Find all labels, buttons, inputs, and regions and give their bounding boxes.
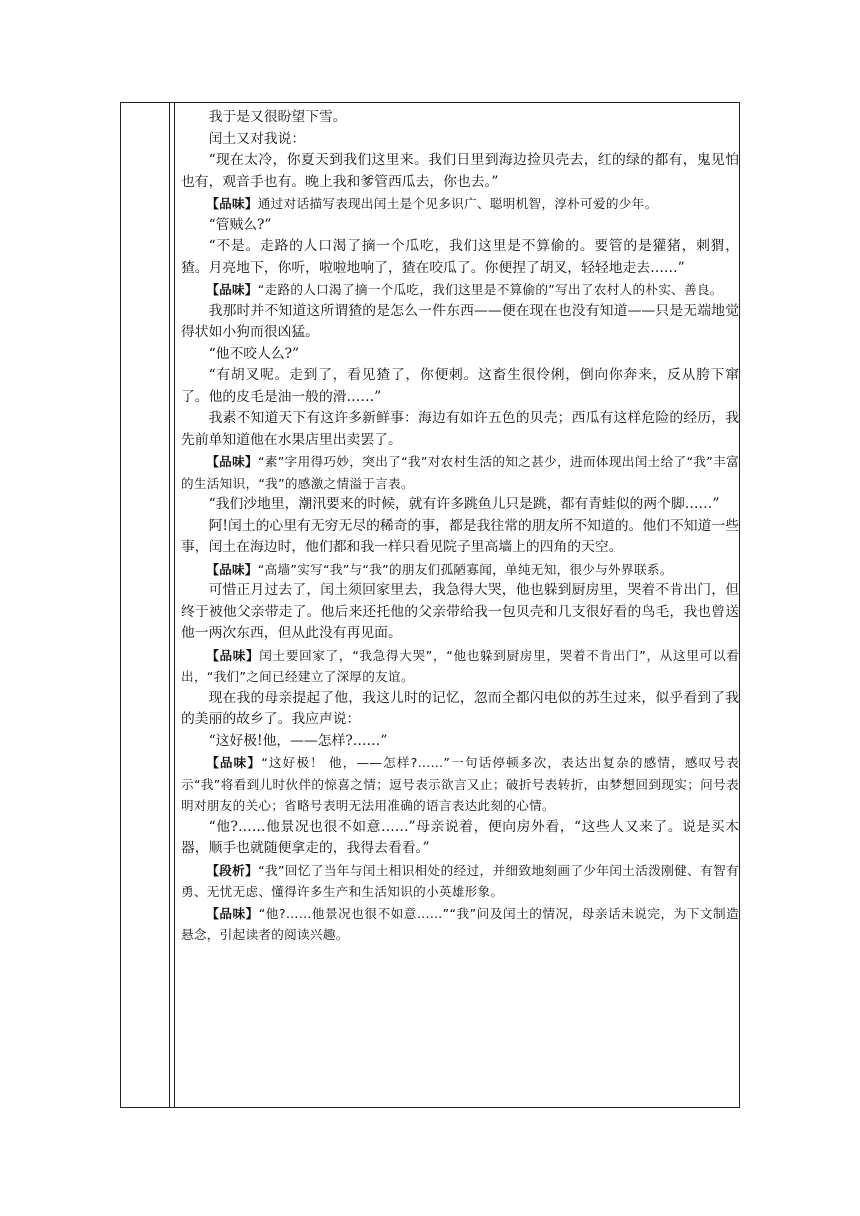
story-paragraph: “这好极!他，——怎样?……” (208, 732, 388, 749)
annotation-paragraph (181, 279, 739, 301)
annotation-paragraph (181, 193, 739, 215)
annotation-paragraph (181, 903, 739, 946)
story-paragraph: 我于是又很盼望下雪。 (208, 109, 347, 125)
story-paragraph: “他不咬人么?” (208, 345, 300, 362)
story-paragraph: “他?……他景况也很不如意……”母亲说着，便向房外看，“这些人又来了。说是买木器，顺手也就随便拿走的，我得去看看。” (181, 818, 739, 856)
story-paragraph: 闰土又对我说： (208, 130, 306, 147)
story-paragraph: 现在我的母亲提起了他，我这儿时的记忆，忽而全都闪电似的苏生过来，似乎看到了我的美丽的故乡了。我应声说： (181, 689, 739, 727)
annotation-tag: 【品味】 (206, 905, 259, 921)
annotation-paragraph (181, 451, 739, 494)
annotation-tag: 【品味】 (206, 647, 260, 663)
annotation-text: 闰土要回家了，“我急得大哭”，“他也躲到厨房里，哭着不肯出门”，从这里可以看出，“我们”之间已经建立了深厚的友谊。 (181, 647, 739, 684)
story-paragraph: “现在太冷，你夏天到我们这里来。我们日里到海边捡贝壳去，红的绿的都有，鬼见怕也有，观音手也有。晚上我和爹管西瓜去，你也去。” (181, 152, 739, 190)
story-paragraph: “管贼么?” (208, 216, 272, 233)
story-paragraph: 我素不知道天下有这许多新鲜事：海边有如许五色的贝壳；西瓜有这样危险的经历，我先前单知道他在水果店里出卖罢了。 (181, 410, 739, 448)
annotation-paragraph (181, 645, 739, 688)
annotation-text: “素”字用得巧妙，突出了“我”对农村生活的知之甚少，进而体现出闰土给了“我”丰富的生活知识，“我”的感激之情溢于言表。 (181, 454, 740, 491)
annotation-tag: 【段析】 (206, 862, 259, 878)
annotation-tag: 【品味】 (206, 755, 262, 770)
story-paragraph: “有胡叉呢。走到了，看见猹了，你便刺。这畜生很伶俐，倒向你奔来，反从胯下窜了。他的皮毛是油一般的滑……” (181, 367, 739, 405)
table-column-divider (169, 103, 170, 1107)
story-paragraph: 我那时并不知道这所谓猹的是怎么一件东西——便在现在也没有知道——只是无端地觉得状如小狗而很凶猛。 (181, 302, 739, 340)
annotation-tag: 【品味】 (206, 196, 258, 211)
table-column-divider (174, 103, 175, 1107)
annotation-paragraph (181, 860, 739, 903)
story-paragraph: 可惜正月过去了，闰土须回家里去，我急得大哭，他也躲到厨房里，哭着不肯出门，但终于被他父亲带走了。他后来还托他的父亲带给我一包贝壳和几支很好看的鸟毛，我也曾送他一两次东西，但从此没有再见面。 (181, 582, 739, 641)
annotation-tag: 【品味】 (206, 282, 258, 297)
annotation-text: “走路的人口渴了摘一个瓜吃，我们这里是不算偷的”写出了农村人的朴实、善良。 (257, 282, 723, 297)
annotation-text: “他?……他景况也很不如意……”“我”问及闰土的情况，母亲话未说完，为下文制造悬念，引起读者的阅读兴趣。 (181, 905, 740, 942)
story-paragraph: “不是。走路的人口渴了摘一个瓜吃，我们这里是不算偷的。要管的是獾猪，刺猬，猹。月亮地下，你听，啦啦地响了，猹在咬瓜了。你便捏了胡叉，轻轻地走去……” (181, 238, 739, 276)
annotation-tag: 【品味】 (206, 561, 258, 577)
text-column (181, 107, 739, 946)
story-paragraph: 阿!闰土的心里有无穷无尽的稀奇的事，都是我往常的朋友所不知道的。他们不知道一些事，闰土在海边时，他们都和我一样只看见院子里高墙上的四角的天空。 (181, 517, 739, 555)
annotation-text: “高墙”实写“我”与“我”的朋友们孤陋寡闻，单纯无知，很少与外界联系。 (257, 561, 673, 577)
annotation-text: “我”回忆了当年与闰土相识相处的经过，并细致地刻画了少年闰土活泼刚健、有智有勇、无忧无虑、懂得许多生产和生活知识的小英雄形象。 (181, 862, 740, 899)
annotation-tag: 【品味】 (206, 454, 258, 469)
annotation-text: “这好极！ 他，——怎样?……”一句话停顿多次，表达出复杂的感情，感叹号表示“我”将看到儿时伙伴的惊喜之情；逗号表示欲言又止；破折号表转折，由梦想回到现实；问号表明对朋友的关心；省略号表明无法用准确的语言表达此刻的心情。 (181, 755, 739, 813)
annotation-paragraph (181, 559, 739, 581)
annotation-text: 通过对话描写表现出闰土是个见多识广、聪明机智，淳朴可爱的少年。 (257, 196, 658, 211)
content-table (120, 102, 740, 1108)
story-paragraph: “我们沙地里，潮汛要来的时候，就有许多跳鱼儿只是跳，都有青蛙似的两个脚……” (208, 496, 720, 512)
annotation-paragraph (181, 752, 739, 817)
